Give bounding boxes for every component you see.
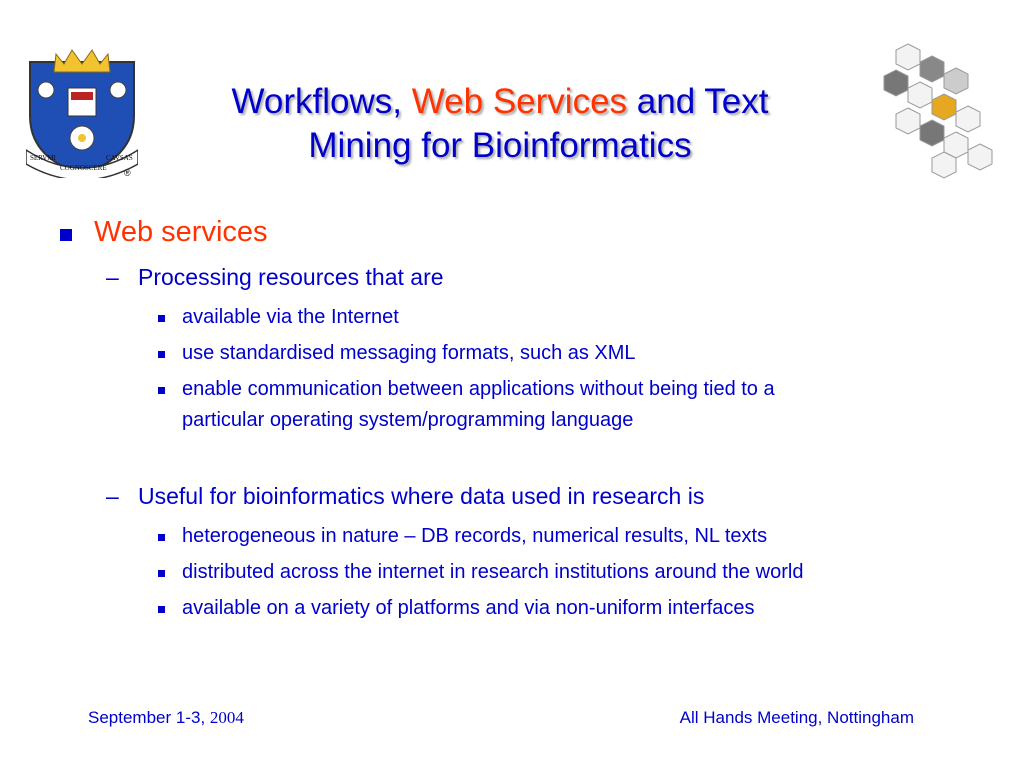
small-square-bullet-icon [158, 351, 165, 358]
square-bullet-icon [60, 229, 72, 241]
group2-item: heterogeneous in nature – DB records, numerical results, NL texts [182, 525, 768, 547]
title-line-2: Mining for Bioinformatics [308, 126, 692, 165]
footer-year: 2004 [209, 708, 244, 727]
footer-date [88, 708, 244, 728]
motto-right: CAVSAS [106, 154, 133, 162]
group2-item: available on a variety of platforms and via non-uniform interfaces [182, 597, 755, 619]
group2-item: distributed across the internet in research institutions around the world [182, 561, 804, 583]
dash-bullet: – [106, 264, 119, 290]
group1-item: enable communication between applications without being tied to a [182, 378, 775, 400]
motto-left: SERVMI [30, 154, 56, 162]
group1-item: use standardised messaging formats, such as XML [182, 342, 636, 364]
footer-date-text: September 1-3, [88, 708, 206, 727]
group1-item: available via the Internet [182, 306, 399, 328]
motto-middle: COGNOSCERE [60, 164, 107, 172]
title-part-1: Workflows, [231, 82, 403, 121]
group2-label: Useful for bioinformatics where data used in research is [138, 483, 705, 509]
small-square-bullet-icon [158, 534, 165, 541]
registered-mark: ® [124, 168, 131, 178]
small-square-bullet-icon [158, 387, 165, 394]
title-part-3: and Text [636, 82, 769, 121]
group1-label: Processing resources that are [138, 264, 444, 290]
heading-web-services: Web services [94, 216, 268, 248]
title-part-web-services: Web Services [411, 82, 628, 121]
dash-bullet: – [106, 483, 119, 509]
small-square-bullet-icon [158, 606, 165, 613]
footer-event: All Hands Meeting, Nottingham [679, 708, 914, 727]
small-square-bullet-icon [158, 315, 165, 322]
group1-item-continuation: particular operating system/programming language [182, 409, 634, 431]
small-square-bullet-icon [158, 570, 165, 577]
